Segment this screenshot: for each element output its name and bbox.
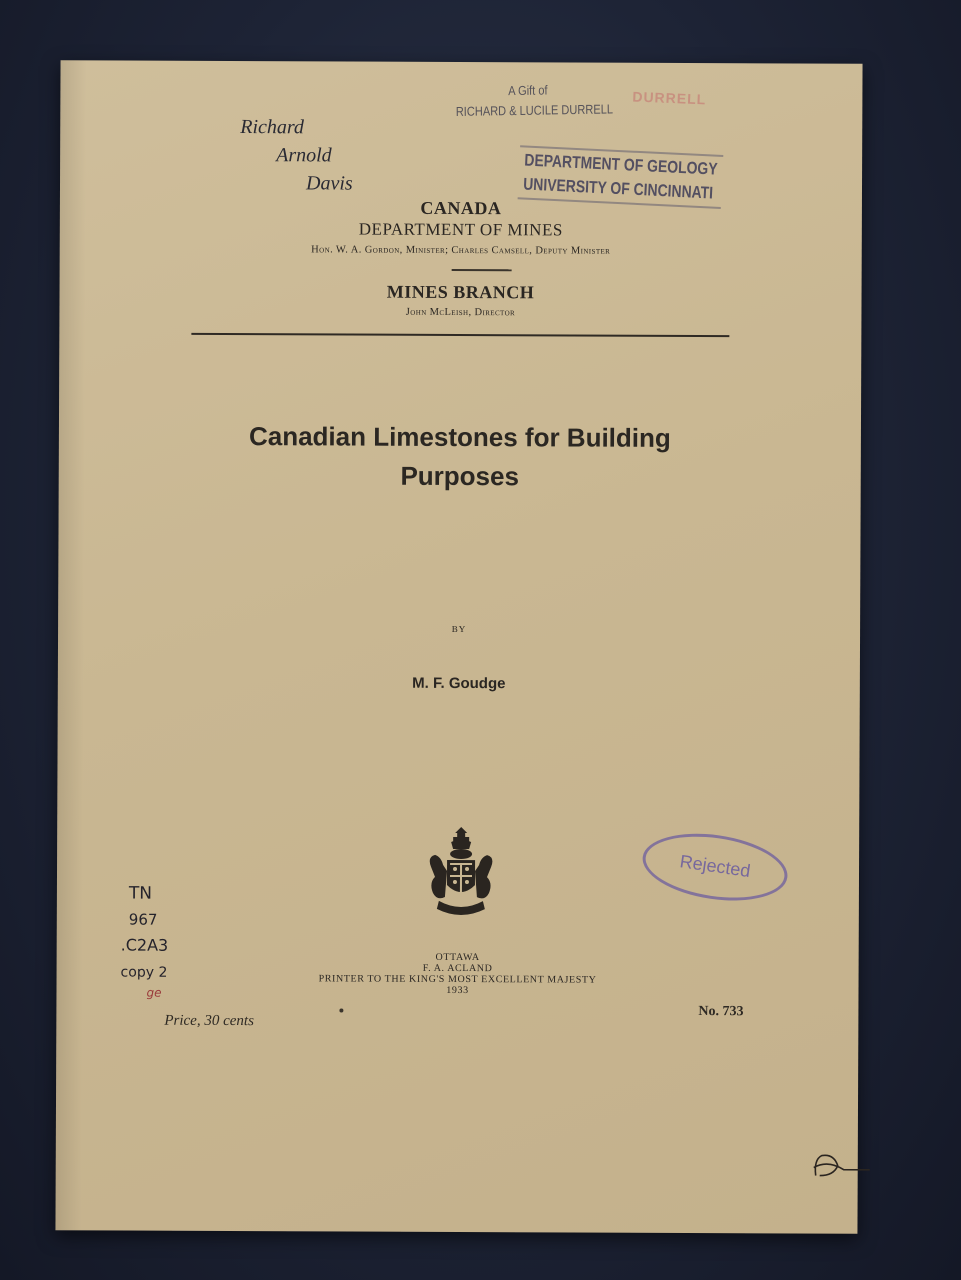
royal-coat-of-arms-icon bbox=[425, 827, 497, 927]
branch-heading: MINES BRANCH bbox=[386, 281, 535, 303]
corner-pencil-mark-icon bbox=[804, 1146, 874, 1182]
document-title bbox=[59, 416, 861, 497]
price-label: Price, 30 cents bbox=[164, 1012, 254, 1030]
imprint-year: 1933 bbox=[446, 984, 469, 997]
svg-text:Davis: Davis bbox=[305, 172, 353, 195]
department-heading: DEPARTMENT OF MINES bbox=[358, 219, 563, 240]
officials-line: Hon. W. A. Gordon, Minister; Charles Camsell, Deputy Minister bbox=[311, 244, 611, 257]
svg-text:TN: TN bbox=[128, 883, 153, 904]
imprint-block bbox=[56, 950, 858, 997]
svg-text:copy 2: copy 2 bbox=[120, 964, 168, 981]
imprint-title: PRINTER TO THE KING'S MOST EXCELLENT MAJESTY bbox=[318, 973, 597, 986]
imprint-printer: F. A. ACLAND bbox=[422, 962, 493, 975]
svg-text:Richard: Richard bbox=[240, 116, 305, 139]
svg-text:Arnold: Arnold bbox=[276, 144, 332, 167]
svg-text:ge: ge bbox=[146, 985, 162, 1000]
by-label: BY bbox=[451, 623, 467, 635]
gift-stamp-line2: RICHARD & LUCILE DURRELL bbox=[455, 101, 614, 119]
long-divider bbox=[191, 333, 729, 337]
ink-dot bbox=[339, 1008, 343, 1012]
author-name: M. F. Goudge bbox=[412, 674, 506, 693]
imprint-city: OTTAWA bbox=[435, 951, 480, 964]
gift-stamp bbox=[455, 79, 613, 122]
title-line-2: Purposes bbox=[400, 460, 520, 492]
short-divider bbox=[452, 269, 512, 271]
gift-stamp-line1: A Gift of bbox=[508, 82, 548, 99]
svg-text:967: 967 bbox=[128, 910, 158, 929]
document-cover bbox=[55, 60, 862, 1233]
dept-stamp-line2: UNIVERSITY OF CINCINNATI bbox=[522, 174, 714, 203]
title-line-1: Canadian Limestones for Building bbox=[248, 421, 671, 453]
faint-durrell-stamp: DURRELL bbox=[632, 88, 707, 108]
rejected-stamp: Rejected bbox=[638, 825, 792, 909]
dept-stamp-line1: DEPARTMENT OF GEOLOGY bbox=[523, 150, 719, 179]
director-line: John McLeish, Director bbox=[405, 306, 516, 319]
publication-number: No. 733 bbox=[698, 1004, 744, 1020]
country-heading: CANADA bbox=[420, 197, 502, 219]
handwritten-owner-name bbox=[236, 115, 396, 204]
svg-text:.C2A3: .C2A3 bbox=[120, 935, 169, 955]
